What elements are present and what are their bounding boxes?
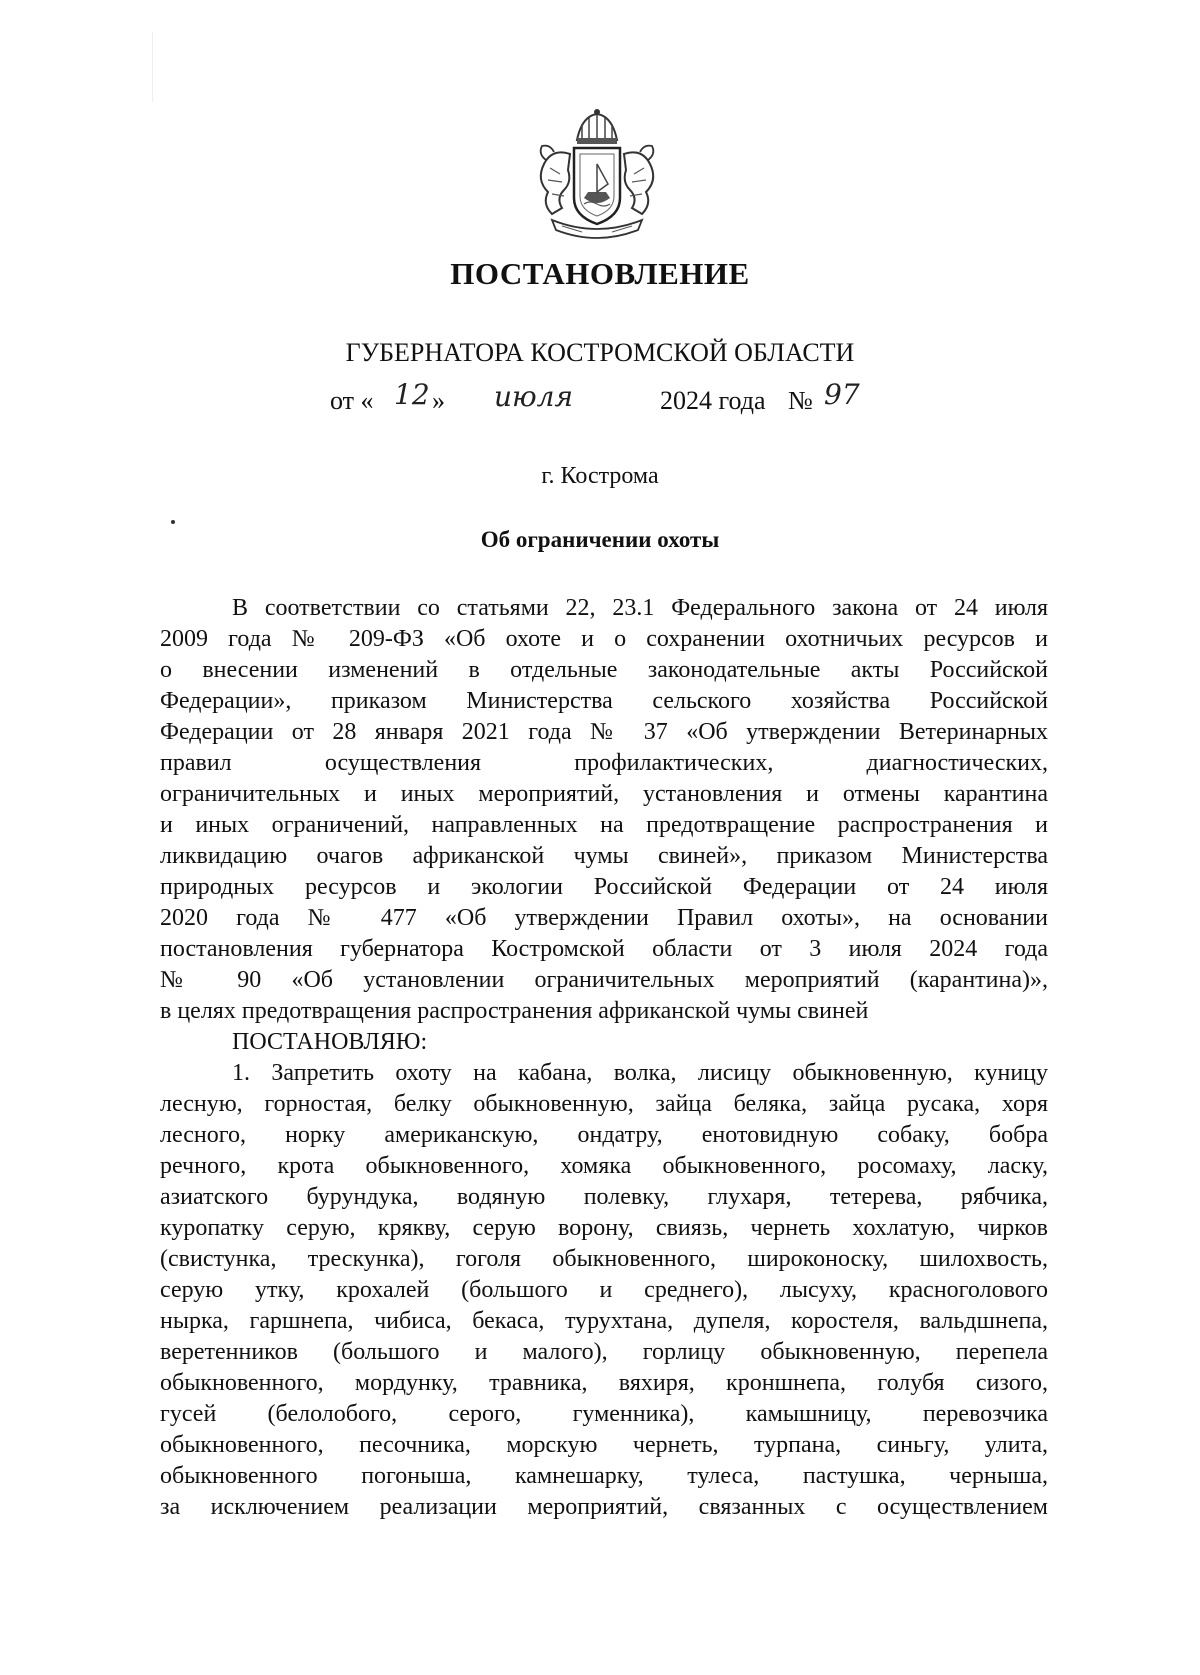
body-line: серую утку, крохалей (большого и среднего), лысуху, красноголового bbox=[160, 1277, 1048, 1303]
body-line: постановления губернатора Костромской области от 3 июля 2024 года bbox=[160, 936, 1048, 962]
body-line: за исключением реализации мероприятий, связанных с осуществлением bbox=[160, 1494, 1048, 1520]
date-line bbox=[0, 378, 1200, 434]
body-line: ограничительных и иных мероприятий, установления и отмены карантина bbox=[160, 781, 1048, 807]
body-line: о внесении изменений в отдельные законодательные акты Российской bbox=[160, 657, 1048, 683]
document-body bbox=[160, 593, 1048, 1523]
coat-of-arms-emblem bbox=[522, 108, 672, 250]
body-line: ликвидацию очагов африканской чумы свиней», приказом Министерства bbox=[160, 843, 1048, 869]
body-line: веретенников (большого и малого), горлицу обыкновенную, перепела bbox=[160, 1339, 1048, 1365]
body-line: гусей (белолобого, серого, гуменника), камышницу, перевозчика bbox=[160, 1401, 1048, 1427]
body-line: правил осуществления профилактических, диагностических, bbox=[160, 750, 1048, 776]
scan-margin-mark bbox=[152, 32, 153, 102]
handwritten-number: 97 bbox=[824, 378, 860, 411]
issuing-authority: ГУБЕРНАТОРА КОСТРОМСКОЙ ОБЛАСТИ bbox=[345, 338, 855, 367]
city: г. Кострома bbox=[541, 463, 659, 489]
date-year: 2024 года bbox=[660, 386, 766, 415]
body-line: азиатского бурундука, водяную полевку, глухаря, тетерева, рябчика, bbox=[160, 1184, 1048, 1210]
body-line: лесную, горностая, белку обыкновенную, зайца беляка, зайца русака, хоря bbox=[160, 1091, 1048, 1117]
body-line: В соответствии со статьями 22, 23.1 Федерального закона от 24 июля bbox=[232, 595, 1048, 621]
document-title: ПОСТАНОВЛЕНИЕ bbox=[450, 256, 750, 291]
body-line: обыкновенного, песочника, морскую чернеть, турпана, синьгу, улита, bbox=[160, 1432, 1048, 1458]
body-line: лесного, норку американскую, ондатру, енотовидную собаку, бобра bbox=[160, 1122, 1048, 1148]
handwritten-month: июля bbox=[494, 380, 574, 413]
resolution-word: ПОСТАНОВЛЯЮ: bbox=[232, 1029, 428, 1055]
body-line: 2009 года № 209-ФЗ «Об охоте и о сохранении охотничьих ресурсов и bbox=[160, 626, 1048, 652]
handwritten-day: 12 bbox=[394, 378, 430, 411]
body-line: Федерации», приказом Министерства сельского хозяйства Российской bbox=[160, 688, 1048, 714]
body-line: обыкновенного погоныша, камнешарку, тулеса, пастушка, черныша, bbox=[160, 1463, 1048, 1489]
body-line: 2020 года № 477 «Об утверждении Правил охоты», на основании bbox=[160, 905, 1048, 931]
body-line: речного, крота обыкновенного, хомяка обыкновенного, росомаху, ласку, bbox=[160, 1153, 1048, 1179]
body-line: (свистунка, трескунка), гоголя обыкновенного, широконоску, шилохвость, bbox=[160, 1246, 1048, 1272]
date-prefix: от « bbox=[330, 386, 374, 415]
body-line: в целях предотвращения распространения африканской чумы свиней bbox=[160, 998, 869, 1024]
body-line: нырка, гаршнепа, чибиса, бекаса, турухтана, дупеля, коростеля, вальдшнепа, bbox=[160, 1308, 1048, 1334]
body-line: № 90 «Об установлении ограничительных мероприятий (карантина)», bbox=[160, 967, 1048, 993]
date-day-close: » bbox=[432, 386, 445, 415]
body-line: обыкновенного, мордунку, травника, вяхиря, кроншнепа, голубя сизого, bbox=[160, 1370, 1048, 1396]
body-line: куропатку серую, крякву, серую ворону, свиязь, чернеть хохлатую, чирков bbox=[160, 1215, 1048, 1241]
body-line: Федерации от 28 января 2021 года № 37 «Об утверждении Ветеринарных bbox=[160, 719, 1048, 745]
document-subject: Об ограничении охоты bbox=[480, 527, 720, 552]
body-line: и иных ограничений, направленных на предотвращение распространения и bbox=[160, 812, 1048, 838]
body-line: 1. Запретить охоту на кабана, волка, лисицу обыкновенную, куницу bbox=[232, 1060, 1048, 1086]
body-line: природных ресурсов и экологии Российской Федерации от 24 июля bbox=[160, 874, 1048, 900]
number-sign: № bbox=[788, 386, 813, 415]
scan-dot bbox=[171, 520, 175, 524]
